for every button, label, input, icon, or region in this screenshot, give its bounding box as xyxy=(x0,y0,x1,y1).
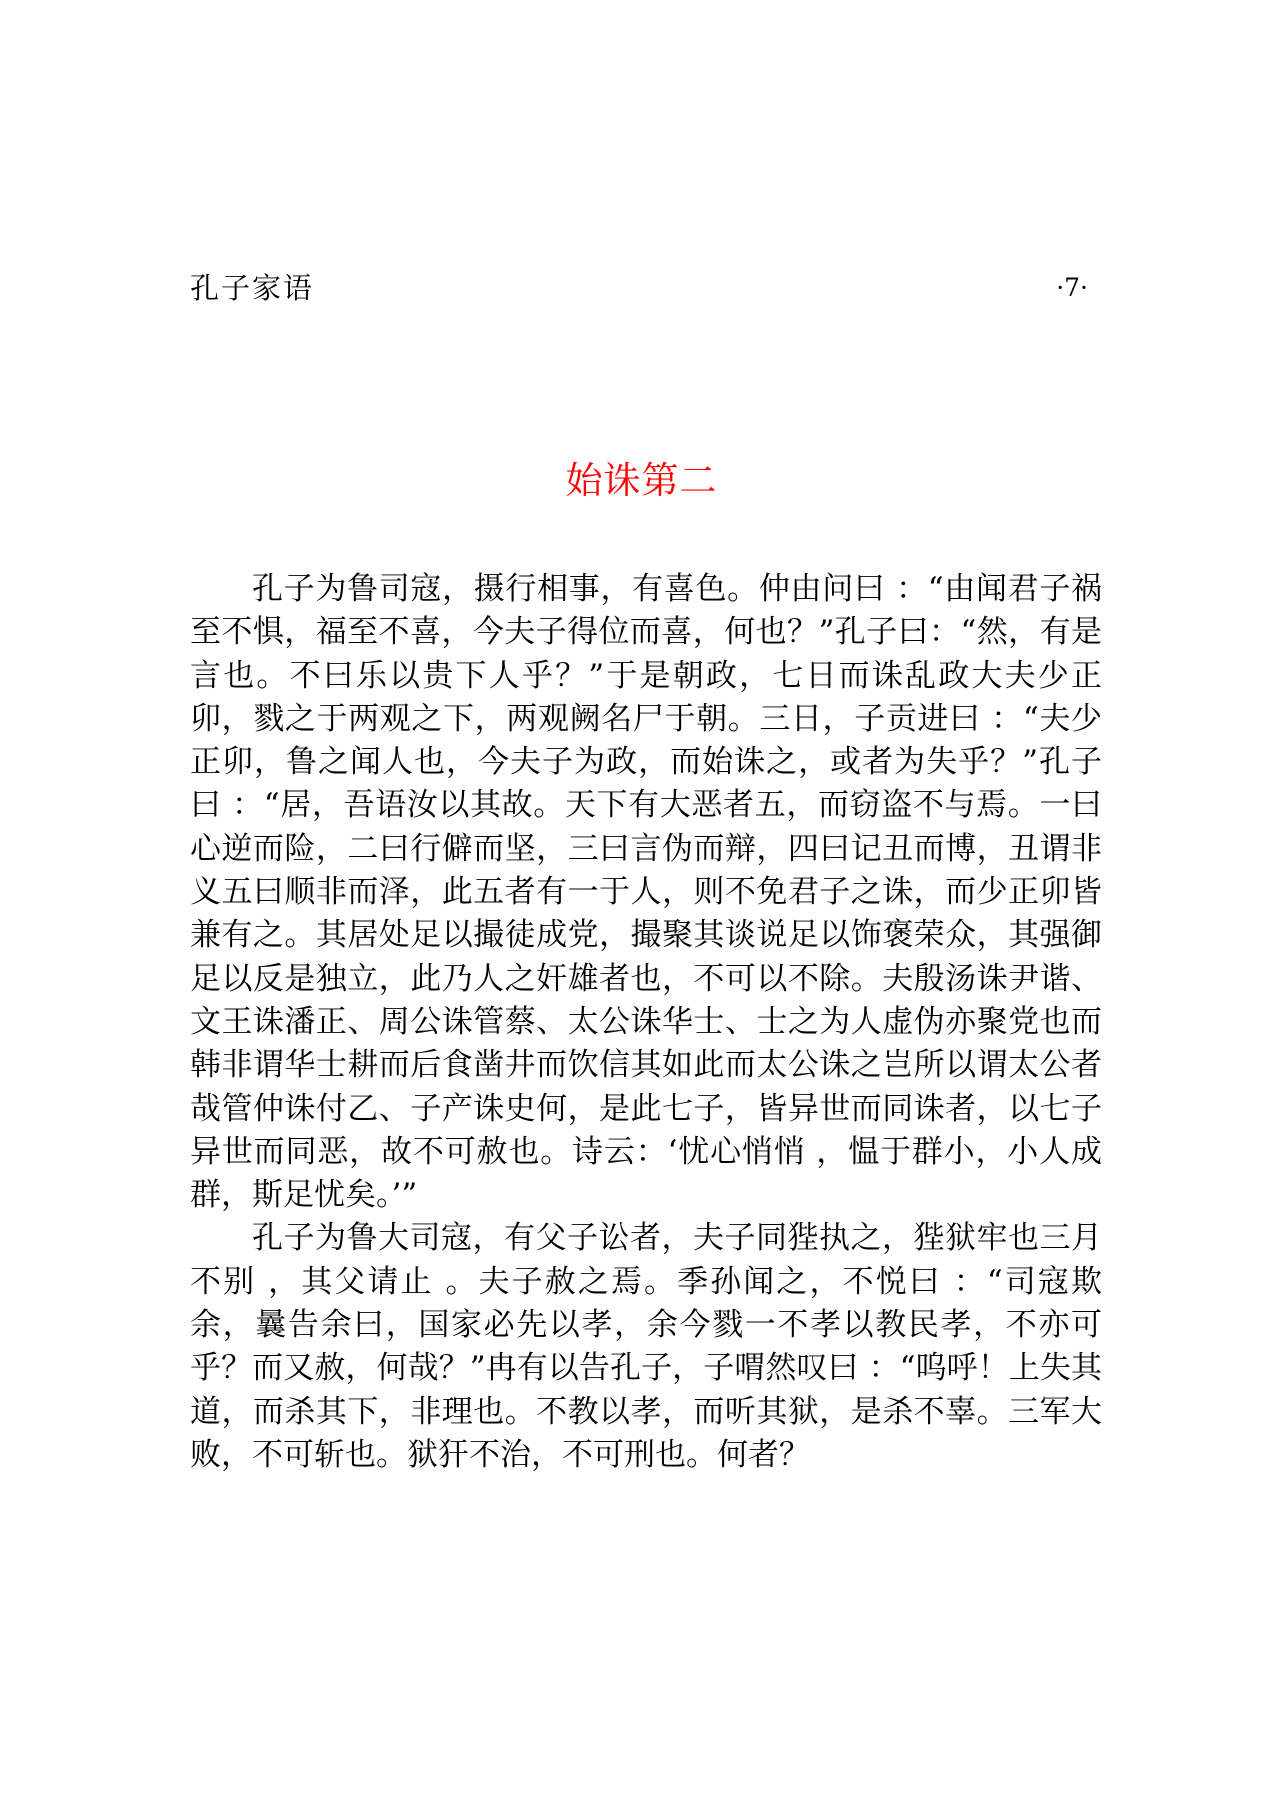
chapter-title: 始诛第二 xyxy=(565,459,718,502)
paragraph: 孔子为鲁司寇，摄行相事，有喜色。仲由问曰 ：“由闻君子祸至不惧，福至不喜，今夫子得位而喜，何也？”孔子曰：“然，有是言也。不曰乐以贵下人乎？”于是朝政，七日而诛乱政大夫少正卯，戮之于两观之下，两观阙名尸于朝。三日，子贡进曰 ：“夫少正卯，鲁之闻人也，今夫子为政，而始诛之，或者为失乎？”孔子曰 ：“居，吾语汝以其故。天下有大恶者五，而窃盗不与焉。一曰心逆而险，二曰行僻而坚，三曰言伪而辩，四曰记丑而博，丑谓非义五曰顺非而泽，此五者有一于人，则不免君子之诛，而少正卯皆兼有之。其居处足以撮徒成党，撮聚其谈说足以饰褒荣众，其强御足以反是独立，此乃人之奸雄者也，不可以不除。夫殷汤诛尹谐、文王诛潘正、周公诛管蔡、太公诛华士、士之为人虚伪亦聚党也而韩非谓华士耕而后食凿井而饮信其如此而太公诛之岂所以谓太公者哉管仲诛付乙、子产诛史何，是此七子，皆异世而同诛者，以七子异世而同恶，故不可赦也。诗云：‘忧心悄悄 ，愠于群小，小人成群，斯足忧矣。’” xyxy=(190,571,1102,1214)
running-header xyxy=(190,268,1088,308)
paragraph: 孔子为鲁大司寇，有父子讼者，夫子同狴执之，狴狱牢也三月不别 ，其父请止 。夫子赦之焉。季孙闻之，不悦曰 ：“司寇欺余，曩告余曰，国家必先以孝，余今戮一不孝以教民孝，不亦可乎？而又赦，何哉？”冉有以告孔子，子喟然叹曰 ：“呜呼！上失其道，而杀其下，非理也。不教以孝，而听其狱，是杀不辜。三军大败，不可斩也。狱犴不治，不可刑也。何者？ xyxy=(190,1220,1102,1473)
book-title: 孔子家语 xyxy=(190,271,315,305)
body-text xyxy=(190,568,1102,1477)
page-number: ·7· xyxy=(1056,273,1088,302)
